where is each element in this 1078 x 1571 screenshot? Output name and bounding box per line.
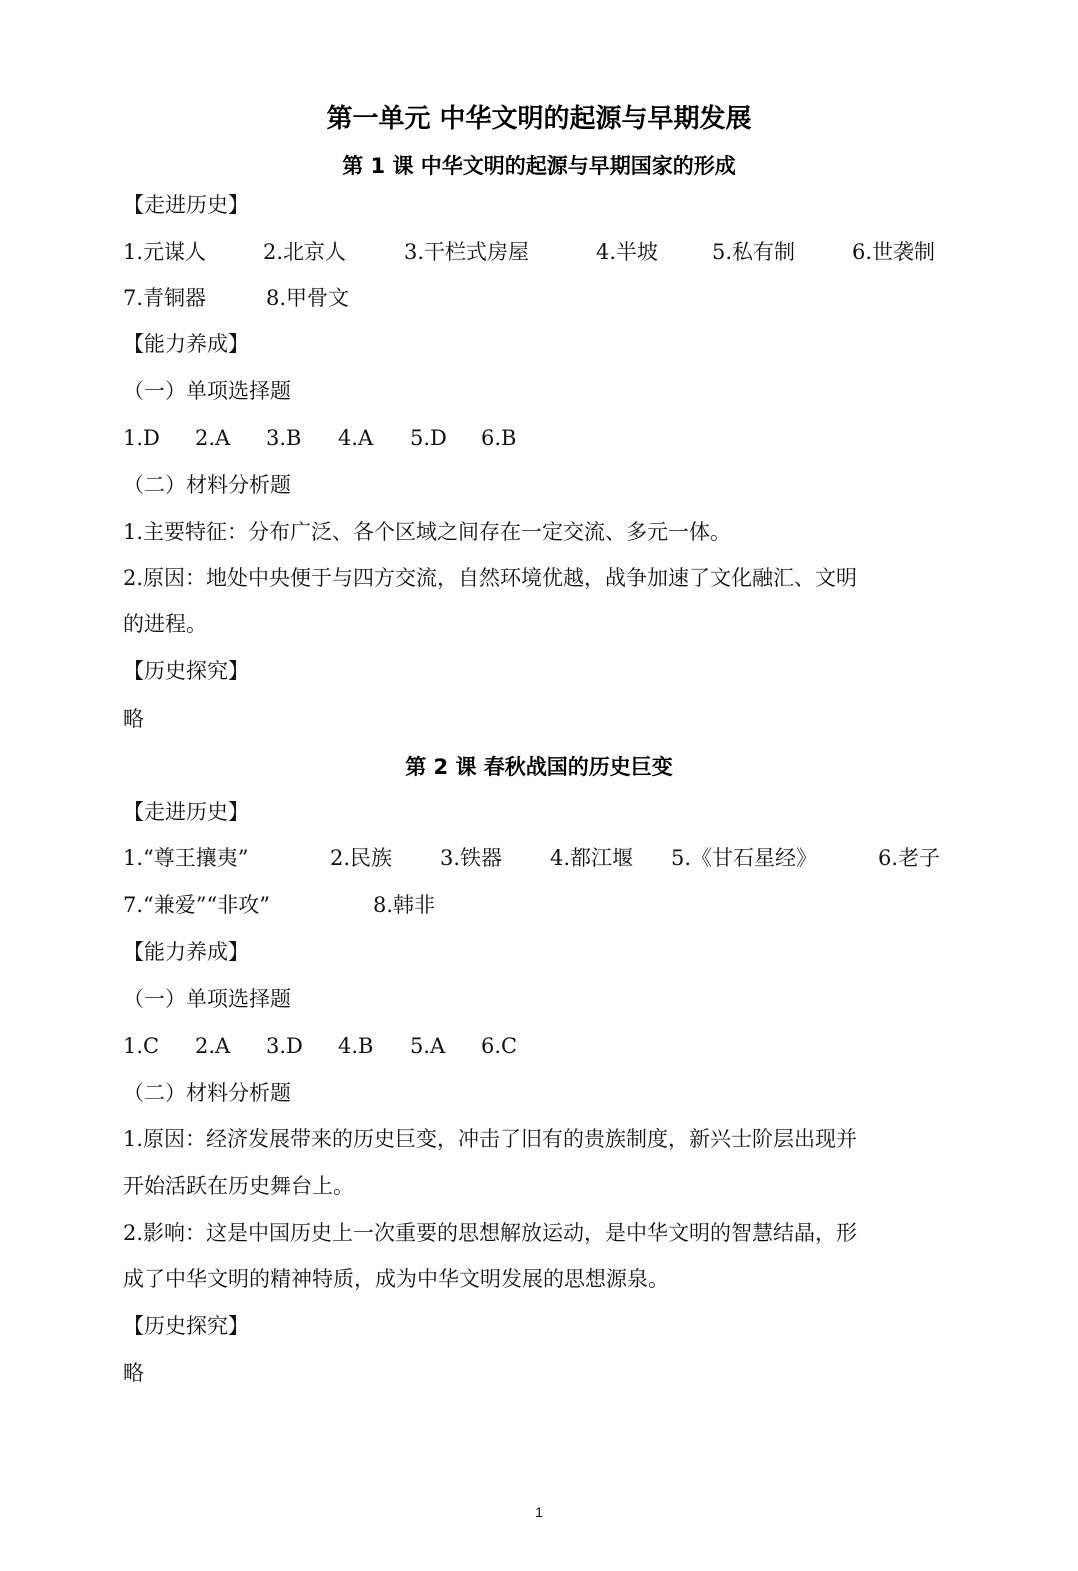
choice-answer: 2.A [195, 1034, 231, 1058]
walk-answer: 8.甲骨文 [266, 286, 350, 310]
choice-answer: 5.A [410, 1034, 446, 1058]
walk-answer: 3.干栏式房屋 [404, 240, 530, 264]
lesson-1-sub-material: （二）材料分析题 [123, 473, 291, 497]
walk-answer: 2.民族 [330, 846, 393, 870]
walk-answer: 6.老子 [878, 846, 941, 870]
choice-answer: 5.D [410, 426, 447, 450]
lesson-2-material-answer-1-cont: 开始活跃在历史舞台上。 [123, 1174, 354, 1198]
walk-answer: 4.都江堰 [550, 846, 634, 870]
lesson-2-section-explore: 【历史探究】 [123, 1314, 249, 1338]
walk-answer: 2.北京人 [263, 240, 347, 264]
lesson-1-material-answer-2-cont: 的进程。 [123, 612, 207, 636]
lesson-2-material-answer-2-cont: 成了中华文明的精神特质，成为中华文明发展的思想源泉。 [123, 1267, 669, 1291]
choice-answer: 6.B [481, 426, 517, 450]
lesson-2-section-walk: 【走进历史】 [123, 800, 249, 824]
lesson-1-title: 第 1 课 中华文明的起源与早期国家的形成 [342, 154, 736, 178]
walk-answer: 4.半坡 [596, 240, 659, 264]
lesson-2-explore-answer: 略 [123, 1361, 144, 1385]
choice-answer: 1.D [123, 426, 160, 450]
choice-answer: 6.C [481, 1034, 518, 1058]
lesson-2-sub-choice: （一）单项选择题 [123, 987, 291, 1011]
choice-answer: 3.D [266, 1034, 303, 1058]
lesson-2-section-ability: 【能力养成】 [123, 940, 249, 964]
choice-answer: 4.B [338, 1034, 374, 1058]
walk-answer: 5.《甘石星经》 [671, 846, 818, 870]
choice-answer: 4.A [338, 426, 374, 450]
walk-answer: 7.青铜器 [123, 286, 207, 310]
walk-answer: 1.“尊王攘夷” [123, 846, 249, 870]
unit-title: 第一单元 中华文明的起源与早期发展 [326, 104, 752, 134]
lesson-2-material-answer-2: 2.影响：这是中国历史上一次重要的思想解放运动，是中华文明的智慧结晶，形 [123, 1221, 858, 1245]
walk-answer: 3.铁器 [440, 846, 503, 870]
walk-answer: 5.私有制 [712, 240, 796, 264]
lesson-1-material-answer-1: 1.主要特征：分布广泛、各个区域之间存在一定交流、多元一体。 [123, 520, 732, 544]
walk-answer: 6.世袭制 [852, 240, 936, 264]
choice-answer: 1.C [123, 1034, 160, 1058]
page-number: 1 [535, 1504, 543, 1520]
choice-answer: 3.B [266, 426, 302, 450]
lesson-1-material-answer-2: 2.原因：地处中央便于与四方交流，自然环境优越，战争加速了文化融汇、文明 [123, 566, 858, 590]
walk-answer: 8.韩非 [373, 893, 436, 917]
lesson-1-explore-answer: 略 [123, 707, 144, 731]
lesson-1-section-walk: 【走进历史】 [123, 193, 249, 217]
lesson-2-title: 第 2 课 春秋战国的历史巨变 [405, 755, 673, 779]
walk-answer: 1.元谋人 [123, 240, 207, 264]
lesson-1-sub-choice: （一）单项选择题 [123, 379, 291, 403]
lesson-2-material-answer-1: 1.原因：经济发展带来的历史巨变，冲击了旧有的贵族制度，新兴士阶层出现并 [123, 1127, 858, 1151]
choice-answer: 2.A [195, 426, 231, 450]
lesson-2-sub-material: （二）材料分析题 [123, 1081, 291, 1105]
lesson-1-section-ability: 【能力养成】 [123, 332, 249, 356]
walk-answer: 7.“兼爱”“非攻” [123, 893, 270, 917]
lesson-1-section-explore: 【历史探究】 [123, 659, 249, 683]
